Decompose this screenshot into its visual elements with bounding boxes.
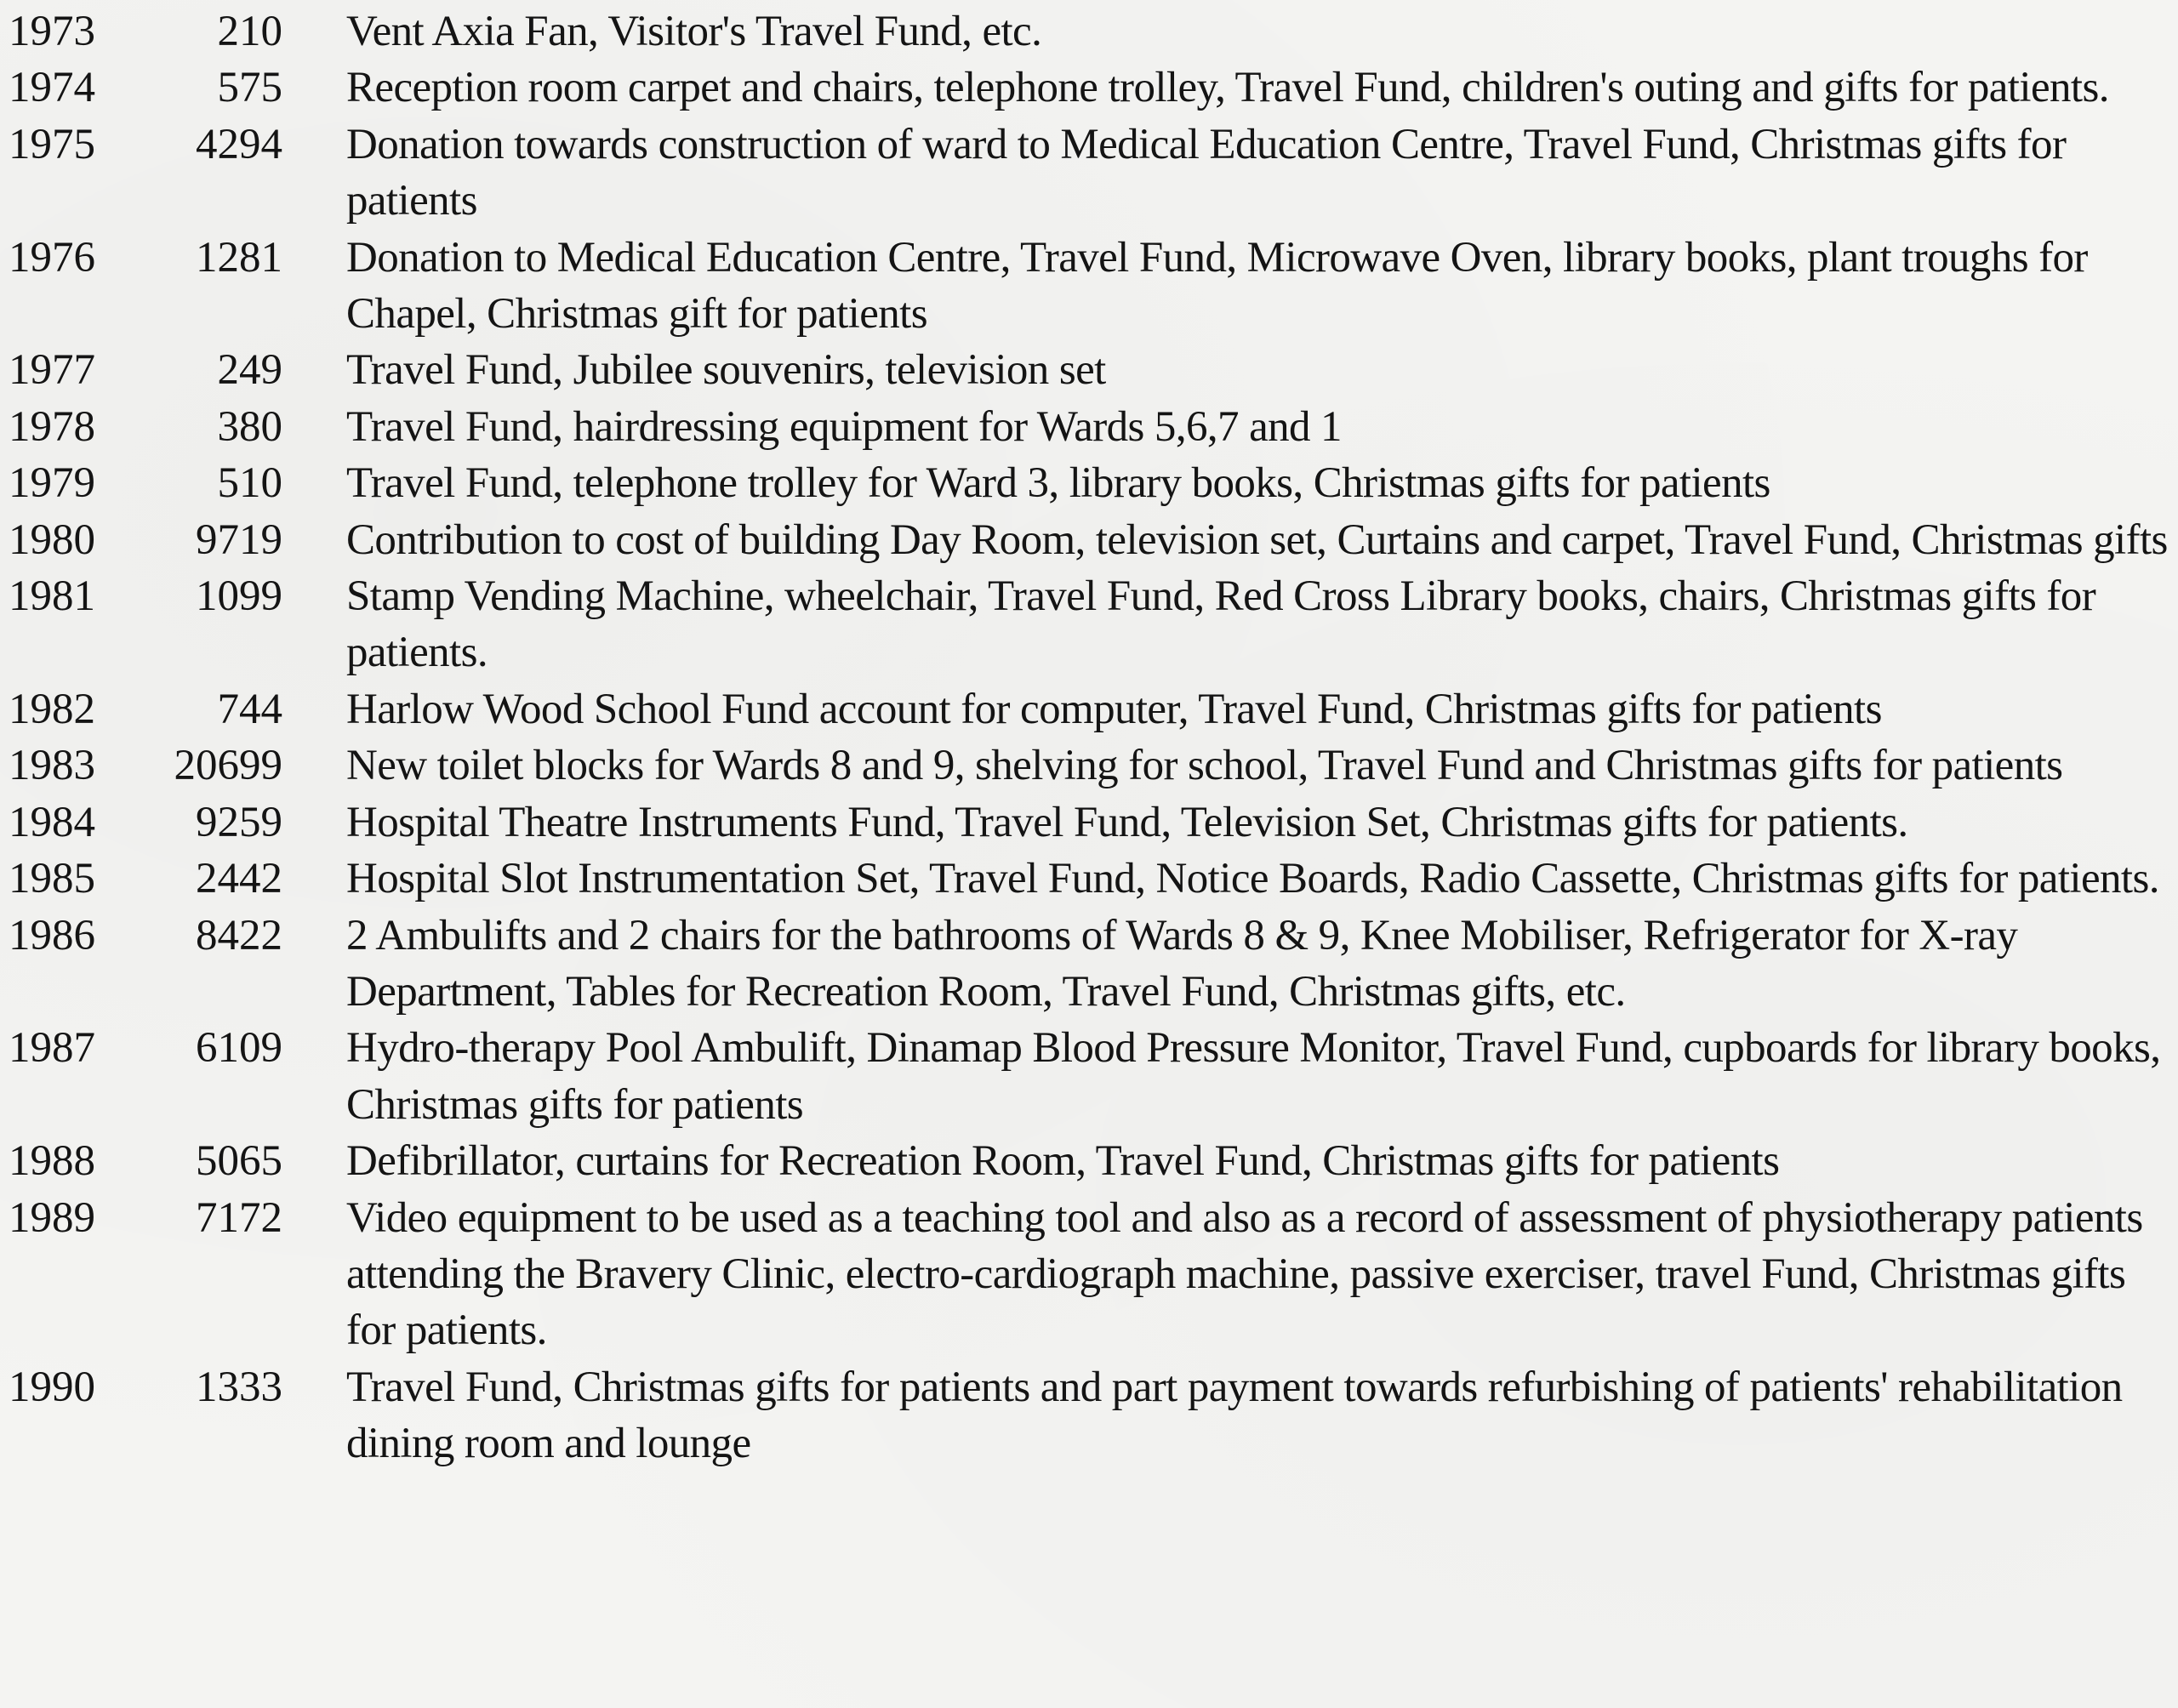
- year-cell: 1990: [9, 1363, 95, 1411]
- description-cell: Contribution to cost of building Day Room, television set, Curtains and carpet, Travel Fund, Christmas gifts: [346, 515, 2168, 564]
- year-cell: 1986: [9, 911, 95, 959]
- description-cell: New toilet blocks for Wards 8 and 9, shelving for school, Travel Fund and Christmas gifts for patients: [346, 742, 2063, 790]
- year-cell: 1989: [9, 1193, 95, 1242]
- amount-cell: 1281: [196, 233, 282, 282]
- amount-cell: 249: [217, 346, 282, 395]
- year-cell: 1984: [9, 798, 95, 846]
- amount-cell: 510: [217, 459, 282, 508]
- year-cell: 1976: [9, 233, 95, 282]
- table-row: [0, 1190, 2178, 1359]
- year-cell: 1982: [9, 685, 95, 733]
- description-cell: Vent Axia Fan, Visitor's Travel Fund, etc.: [346, 8, 1042, 55]
- amount-cell: 8422: [196, 911, 282, 959]
- description-cell: Stamp Vending Machine, wheelchair, Travel Fund, Red Cross Library books, chairs, Christmas gifts for patients.: [346, 572, 2096, 677]
- year-cell: 1981: [9, 572, 95, 621]
- amount-cell: 2442: [196, 855, 282, 903]
- description-cell: Travel Fund, hairdressing equipment for Wards 5,6,7 and 1: [346, 402, 1342, 451]
- table-row: [0, 117, 2178, 230]
- year-cell: 1978: [9, 402, 95, 451]
- amount-cell: 9259: [196, 798, 282, 846]
- amount-cell: 6109: [196, 1024, 282, 1073]
- amount-cell: 575: [217, 64, 282, 112]
- description-cell: Donation to Medical Education Centre, Travel Fund, Microwave Oven, library books, plant troughs for Chapel, Christmas gift for patients: [346, 233, 2088, 339]
- table-row: [0, 399, 2178, 455]
- description-cell: Travel Fund, Jubilee souvenirs, television set: [346, 346, 1106, 395]
- year-cell: 1975: [9, 120, 95, 168]
- year-cell: 1985: [9, 855, 95, 903]
- table-row: [0, 3, 2178, 60]
- description-cell: Donation towards construction of ward to Medical Education Centre, Travel Fund, Christmas gifts for patients: [346, 120, 2067, 225]
- table-row: [0, 908, 2178, 1021]
- description-cell: Hospital Slot Instrumentation Set, Travel Fund, Notice Boards, Radio Cassette, Christmas gifts for patients.: [346, 855, 2159, 903]
- table-row: [0, 1133, 2178, 1189]
- year-cell: 1973: [9, 8, 95, 55]
- year-cell: 1983: [9, 742, 95, 790]
- donations-table: [0, 3, 2178, 1472]
- table-row: [0, 230, 2178, 343]
- table-row: [0, 794, 2178, 851]
- table-row: [0, 60, 2178, 116]
- amount-cell: 744: [217, 685, 282, 733]
- year-cell: 1977: [9, 346, 95, 395]
- table-row: [0, 568, 2178, 681]
- amount-cell: 5065: [196, 1137, 282, 1186]
- amount-cell: 210: [217, 8, 282, 55]
- year-cell: 1988: [9, 1137, 95, 1186]
- amount-cell: 9719: [196, 515, 282, 564]
- amount-cell: 7172: [196, 1193, 282, 1242]
- year-cell: 1974: [9, 64, 95, 112]
- amount-cell: 1333: [196, 1363, 282, 1411]
- year-cell: 1979: [9, 459, 95, 508]
- description-cell: 2 Ambulifts and 2 chairs for the bathrooms of Wards 8 & 9, Knee Mobiliser, Refrigerator for X-ray Department, Tables for Recreation Room, Travel Fund, Christmas gifts, etc.: [346, 911, 2018, 1016]
- table-row: [0, 342, 2178, 398]
- table-row: [0, 1020, 2178, 1133]
- amount-cell: 380: [217, 402, 282, 451]
- description-cell: Travel Fund, Christmas gifts for patients and part payment towards refurbishing of patients' rehabilitation dining room and lounge: [346, 1363, 2123, 1468]
- description-cell: Video equipment to be used as a teaching tool and also as a record of assessment of physiotherapy patients attending the Bravery Clinic, electro-cardiograph machine, passive exerciser, travel Fund, Christmas gifts for patients.: [346, 1193, 2143, 1355]
- amount-cell: 4294: [196, 120, 282, 168]
- description-cell: Hospital Theatre Instruments Fund, Travel Fund, Television Set, Christmas gifts for patients.: [346, 798, 1908, 846]
- table-row: [0, 681, 2178, 737]
- table-row: [0, 1359, 2178, 1472]
- amount-cell: 1099: [196, 572, 282, 621]
- table-row: [0, 737, 2178, 794]
- year-cell: 1987: [9, 1024, 95, 1073]
- description-cell: Defibrillator, curtains for Recreation Room, Travel Fund, Christmas gifts for patients: [346, 1137, 1780, 1186]
- table-row: [0, 455, 2178, 511]
- table-row: [0, 512, 2178, 568]
- description-cell: Hydro-therapy Pool Ambulift, Dinamap Blood Pressure Monitor, Travel Fund, cupboards for library books, Christmas gifts for patients: [346, 1024, 2161, 1129]
- description-cell: Travel Fund, telephone trolley for Ward 3, library books, Christmas gifts for patients: [346, 459, 1770, 508]
- description-cell: Harlow Wood School Fund account for computer, Travel Fund, Christmas gifts for patients: [346, 685, 1882, 733]
- year-cell: 1980: [9, 515, 95, 564]
- description-cell: Reception room carpet and chairs, telephone trolley, Travel Fund, children's outing and gifts for patients.: [346, 64, 2109, 112]
- table-row: [0, 851, 2178, 907]
- amount-cell: 20699: [174, 742, 282, 790]
